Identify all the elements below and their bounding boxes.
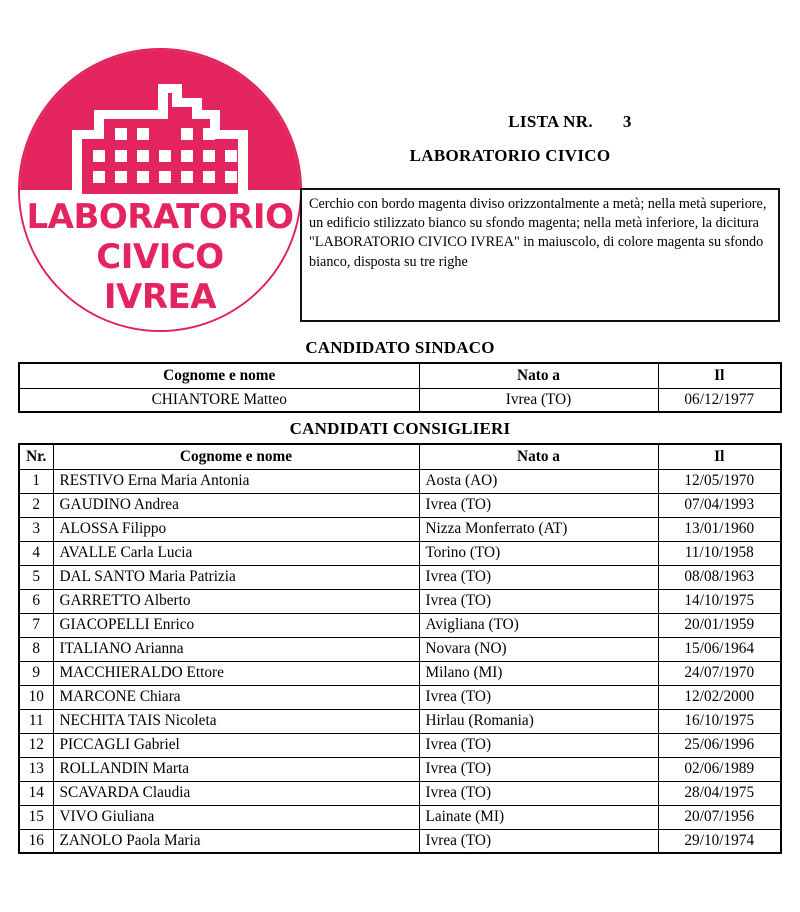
- cell-place: Ivrea (TO): [419, 493, 658, 517]
- cell-date: 16/10/1975: [658, 709, 781, 733]
- candidati-consiglieri-title: CANDIDATI CONSIGLIERI: [289, 419, 511, 438]
- table-header-row: [19, 363, 781, 388]
- table-row: [19, 469, 781, 493]
- table-row: [19, 709, 781, 733]
- table-row: [19, 829, 781, 853]
- cell-date: 15/06/1964: [658, 637, 781, 661]
- table-row: [19, 613, 781, 637]
- cell-name: ZANOLO Paola Maria: [53, 829, 419, 853]
- table-row: [19, 637, 781, 661]
- cell-date: 12/02/2000: [658, 685, 781, 709]
- candidati-consiglieri-table: [18, 443, 782, 854]
- logo-line-3: IVREA: [103, 277, 217, 317]
- cell-place: Lainate (MI): [419, 805, 658, 829]
- table-row: [19, 733, 781, 757]
- logo-line-1: LABORATORIO: [26, 197, 294, 237]
- cell-nr: 7: [19, 613, 53, 637]
- party-logo: [18, 48, 302, 332]
- column-header-name: Cognome e nome: [53, 444, 419, 469]
- cell-name: ROLLANDIN Marta: [53, 757, 419, 781]
- cell-name: RESTIVO Erna Maria Antonia: [53, 469, 419, 493]
- candidato-sindaco-title: CANDIDATO SINDACO: [305, 338, 495, 357]
- cell-place: Ivrea (TO): [419, 757, 658, 781]
- cell-place: Novara (NO): [419, 637, 658, 661]
- cell-name: CHIANTORE Matteo: [19, 388, 419, 412]
- cell-place: Ivrea (TO): [419, 733, 658, 757]
- cell-nr: 8: [19, 637, 53, 661]
- cell-name: GARRETTO Alberto: [53, 589, 419, 613]
- building-icon: [62, 76, 258, 194]
- column-header-name: Cognome e nome: [19, 363, 419, 388]
- table-header-row: [19, 444, 781, 469]
- cell-place: Nizza Monferrato (AT): [419, 517, 658, 541]
- cell-nr: 15: [19, 805, 53, 829]
- column-header-place: Nato a: [419, 363, 658, 388]
- cell-place: Ivrea (TO): [419, 781, 658, 805]
- table-row: [19, 388, 781, 412]
- column-header-date: Il: [658, 444, 781, 469]
- cell-name: SCAVARDA Claudia: [53, 781, 419, 805]
- cell-nr: 14: [19, 781, 53, 805]
- cell-nr: 2: [19, 493, 53, 517]
- column-header-nr: Nr.: [19, 444, 53, 469]
- symbol-description-box: [300, 188, 780, 322]
- cell-place: Ivrea (TO): [419, 589, 658, 613]
- cell-date: 28/04/1975: [658, 781, 781, 805]
- cell-name: VIVO Giuliana: [53, 805, 419, 829]
- cell-nr: 4: [19, 541, 53, 565]
- table-row: [19, 685, 781, 709]
- cell-place: Aosta (AO): [419, 469, 658, 493]
- cell-place: Ivrea (TO): [419, 565, 658, 589]
- cell-date: 07/04/1993: [658, 493, 781, 517]
- symbol-description-text: Cerchio con bordo magenta diviso orizzontalmente a metà; nella metà superiore, un edificio stilizzato bianco su sfondo magenta; nella metà inferiore, la dicitura "LABORATORIO CIVICO IVREA" in maiuscolo, di colore magenta su sfondo bianco, disposta su tre righe: [309, 196, 767, 270]
- cell-date: 11/10/1958: [658, 541, 781, 565]
- cell-name: DAL SANTO Maria Patrizia: [53, 565, 419, 589]
- lista-number-label: LISTA NR.: [508, 112, 593, 131]
- cell-place: Hirlau (Romania): [419, 709, 658, 733]
- column-header-place: Nato a: [419, 444, 658, 469]
- logo-wordmark: [20, 197, 300, 317]
- lista-number-line: [400, 112, 740, 132]
- cell-date: 13/01/1960: [658, 517, 781, 541]
- cell-nr: 6: [19, 589, 53, 613]
- cell-nr: 16: [19, 829, 53, 853]
- cell-name: NECHITA TAIS Nicoleta: [53, 709, 419, 733]
- table-row: [19, 757, 781, 781]
- cell-date: 02/06/1989: [658, 757, 781, 781]
- cell-name: MARCONE Chiara: [53, 685, 419, 709]
- table-row: [19, 541, 781, 565]
- ballot-header: [0, 0, 800, 336]
- cell-name: ITALIANO Arianna: [53, 637, 419, 661]
- cell-name: GIACOPELLI Enrico: [53, 613, 419, 637]
- cell-name: AVALLE Carla Lucia: [53, 541, 419, 565]
- cell-place: Avigliana (TO): [419, 613, 658, 637]
- column-header-date: Il: [658, 363, 781, 388]
- cell-place: Ivrea (TO): [419, 829, 658, 853]
- table-row: [19, 589, 781, 613]
- cell-date: 14/10/1975: [658, 589, 781, 613]
- cell-nr: 1: [19, 469, 53, 493]
- cell-place: Milano (MI): [419, 661, 658, 685]
- cell-name: GAUDINO Andrea: [53, 493, 419, 517]
- cell-nr: 9: [19, 661, 53, 685]
- cell-nr: 3: [19, 517, 53, 541]
- table-row: [19, 661, 781, 685]
- table-row: [19, 493, 781, 517]
- cell-place: Torino (TO): [419, 541, 658, 565]
- logo-line-2: CIVICO: [96, 237, 224, 277]
- cell-nr: 13: [19, 757, 53, 781]
- cell-name: MACCHIERALDO Ettore: [53, 661, 419, 685]
- cell-date: 29/10/1974: [658, 829, 781, 853]
- cell-name: ALOSSA Filippo: [53, 517, 419, 541]
- table-row: [19, 781, 781, 805]
- cell-date: 20/07/1956: [658, 805, 781, 829]
- cell-nr: 11: [19, 709, 53, 733]
- cell-nr: 10: [19, 685, 53, 709]
- cell-date: 25/06/1996: [658, 733, 781, 757]
- cell-date: 24/07/1970: [658, 661, 781, 685]
- candidato-sindaco-table: [18, 362, 782, 413]
- cell-date: 12/05/1970: [658, 469, 781, 493]
- cell-date: 06/12/1977: [658, 388, 781, 412]
- lista-name: LABORATORIO CIVICO: [409, 146, 611, 165]
- cell-place: Ivrea (TO): [419, 388, 658, 412]
- cell-nr: 12: [19, 733, 53, 757]
- table-row: [19, 517, 781, 541]
- table-row: [19, 565, 781, 589]
- table-row: [19, 805, 781, 829]
- cell-place: Ivrea (TO): [419, 685, 658, 709]
- cell-nr: 5: [19, 565, 53, 589]
- lista-number-value: 3: [622, 112, 632, 131]
- cell-date: 08/08/1963: [658, 565, 781, 589]
- cell-date: 20/01/1959: [658, 613, 781, 637]
- cell-name: PICCAGLI Gabriel: [53, 733, 419, 757]
